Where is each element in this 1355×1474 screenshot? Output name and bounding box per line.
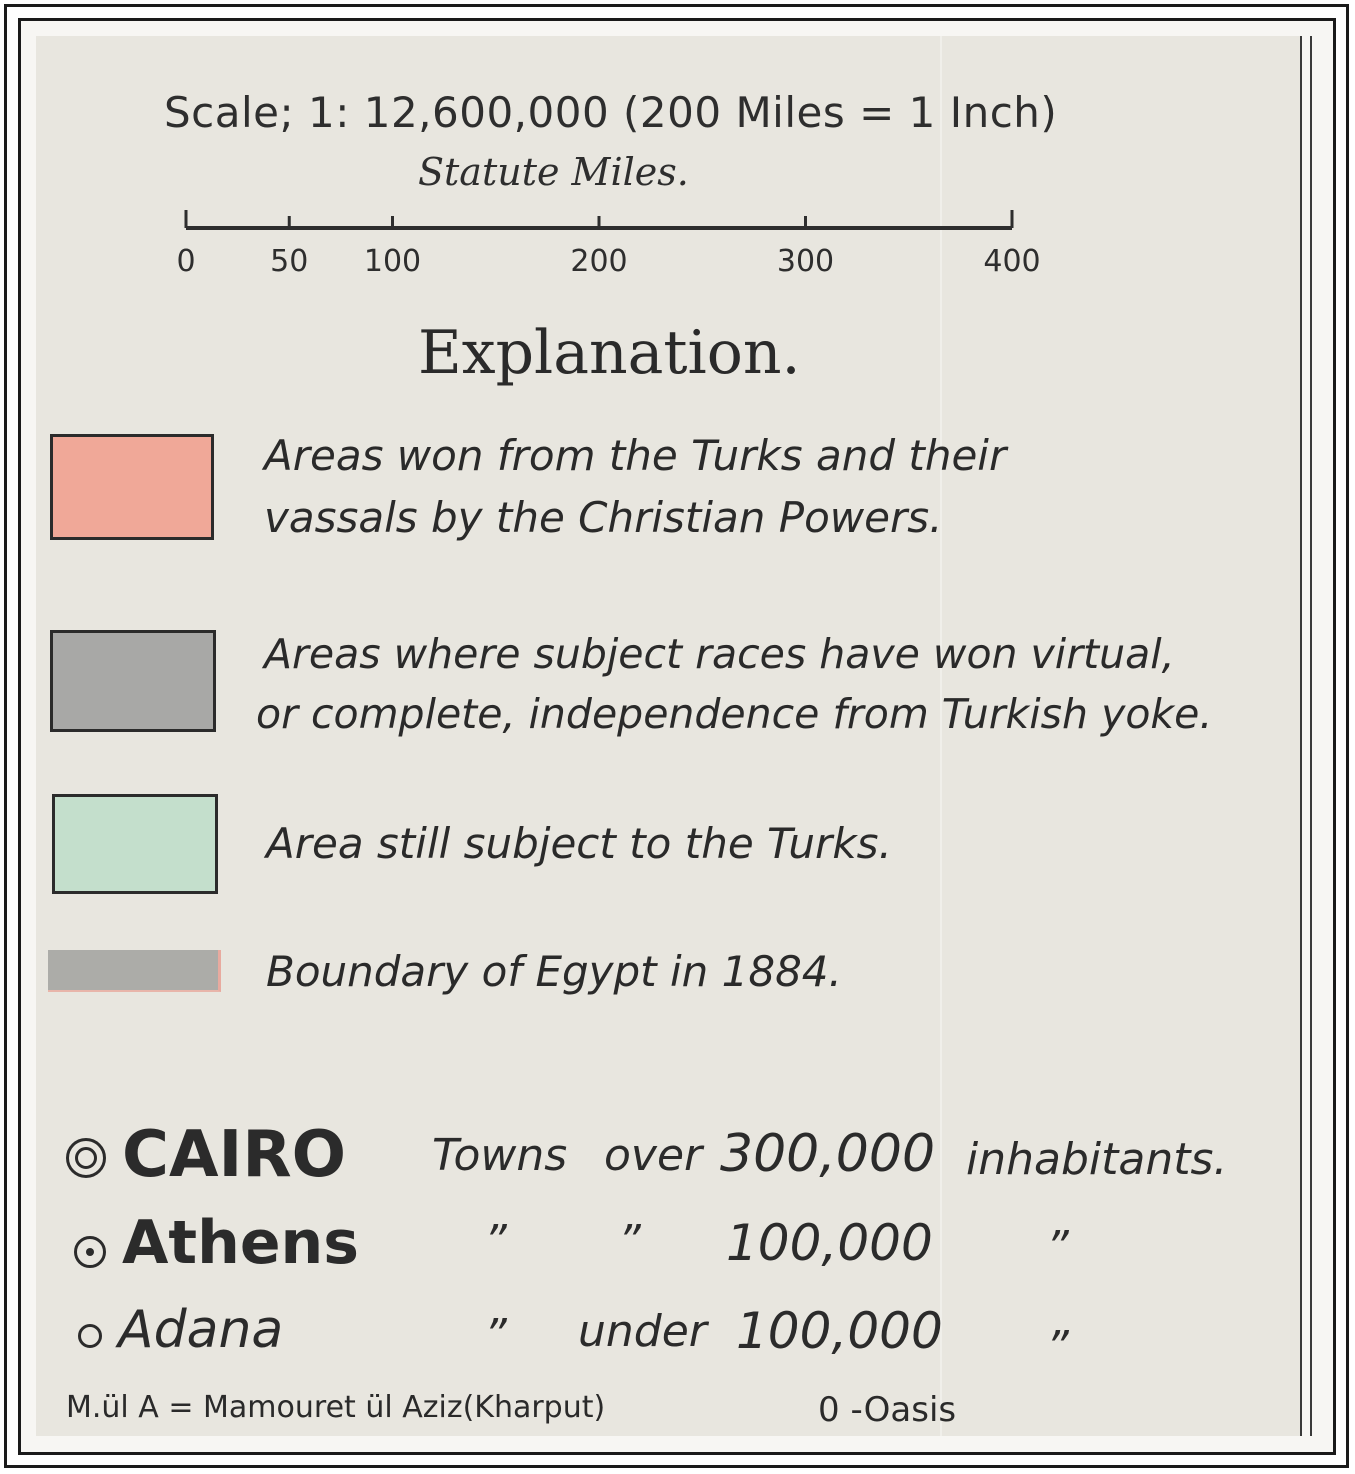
- scale-bar-group: [186, 210, 1012, 228]
- legend-swatch-independence: [50, 630, 216, 732]
- scale-tick-label: 100: [363, 244, 422, 279]
- town-desc-adana-col3: 100,000: [736, 1302, 943, 1360]
- legend-label-christian-powers-line2: vassals by the Christian Powers.: [264, 493, 943, 542]
- legend-swatch-christian-powers: [50, 434, 214, 540]
- abbreviation-note: M.ül A = Mamouret ül Aziz(Kharput): [66, 1390, 606, 1425]
- town-name-adana: Adana: [118, 1300, 284, 1360]
- town-desc-cairo-col3: 300,000: [720, 1124, 936, 1184]
- town-desc-athens-col2: ”: [618, 1216, 641, 1267]
- legend-label-still-turkish: Area still subject to the Turks.: [266, 819, 892, 868]
- town-desc-athens-col3: 100,000: [726, 1214, 933, 1272]
- oasis-note: 0 -Oasis: [818, 1390, 957, 1430]
- legend-label-independence-line2: or complete, independence from Turkish yoke.: [256, 690, 1213, 738]
- town-desc-cairo-col2: over: [604, 1130, 703, 1181]
- town-desc-cairo-col1: Towns: [432, 1130, 568, 1181]
- town-name-cairo: CAIRO: [122, 1118, 346, 1192]
- legend-label-egypt-boundary: Boundary of Egypt in 1884.: [266, 947, 842, 996]
- legend-label-independence-line1: Areas where subject races have won virtual,: [264, 630, 1175, 678]
- scale-tick-label: 400: [983, 244, 1041, 279]
- scale-bar: [0, 0, 1355, 300]
- town-desc-adana-col2: under: [578, 1306, 707, 1357]
- scale-tick-label: 50: [270, 244, 309, 279]
- scale-subtitle: Statute Miles.: [418, 150, 689, 194]
- town-symbol-small-icon: [78, 1324, 102, 1348]
- town-symbol-medium-icon: [74, 1236, 106, 1268]
- town-desc-athens-col1: ”: [484, 1216, 507, 1267]
- legend-swatch-egypt-boundary: [48, 950, 221, 992]
- scale-title: Scale; 1: 12,600,000 (200 Miles = 1 Inch): [164, 88, 1058, 137]
- explanation-title: Explanation.: [418, 318, 801, 388]
- scale-tick-label: 0: [176, 244, 196, 279]
- town-symbol-large-icon: [66, 1138, 106, 1178]
- town-desc-athens-col4: ”: [1046, 1222, 1069, 1273]
- scale-tick-label: 300: [776, 244, 835, 279]
- town-desc-adana-col1: ”: [484, 1310, 507, 1361]
- scale-tick-label: 200: [570, 244, 628, 279]
- legend-label-christian-powers-line1: Areas won from the Turks and their: [264, 431, 1007, 480]
- town-name-athens: Athens: [122, 1208, 359, 1278]
- town-desc-cairo-col4: inhabitants.: [966, 1134, 1228, 1185]
- legend-swatch-still-turkish: [52, 794, 218, 894]
- town-desc-adana-col4: ”: [1046, 1322, 1069, 1373]
